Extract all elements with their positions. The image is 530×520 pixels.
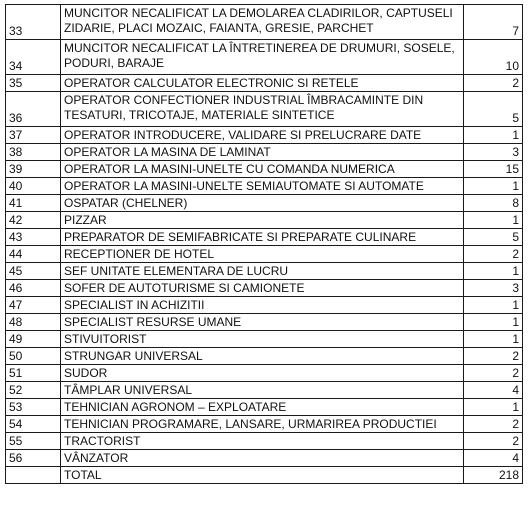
- job-title-cell: TEHNICIAN PROGRAMARE, LANSARE, URMARIREA PRODUCTIEI: [61, 416, 464, 433]
- total-nr-cell: [6, 467, 61, 484]
- job-title-cell: STIVUITORIST: [61, 331, 464, 348]
- job-title-cell: OPERATOR CONFECTIONER INDUSTRIAL ÎMBRACAMINTE DIN TESATURI, TRICOTAJE, MATERIALE SINTETICE: [61, 92, 464, 127]
- table-row: [6, 365, 523, 382]
- row-number-cell: 44: [6, 246, 61, 263]
- vacancy-count-cell: 1: [464, 331, 523, 348]
- row-number-cell: 45: [6, 263, 61, 280]
- vacancy-count-cell: 2: [464, 75, 523, 92]
- table-row: [6, 75, 523, 92]
- table-row: [6, 314, 523, 331]
- job-title-cell: MUNCITOR NECALIFICAT LA DEMOLAREA CLADIRILOR, CAPTUSELI ZIDARIE, PLACI MOZAIC, FAIANTA, GRESIE, PARCHET: [61, 5, 464, 40]
- row-number-cell: 40: [6, 178, 61, 195]
- table-row: [6, 40, 523, 75]
- job-title-cell: OPERATOR INTRODUCERE, VALIDARE SI PRELUCRARE DATE: [61, 127, 464, 144]
- vacancy-count-cell: 5: [464, 229, 523, 246]
- vacancy-count-cell: 1: [464, 178, 523, 195]
- table-row: [6, 416, 523, 433]
- row-number-cell: 49: [6, 331, 61, 348]
- job-title-cell: RECEPTIONER DE HOTEL: [61, 246, 464, 263]
- vacancy-count-cell: 1: [464, 212, 523, 229]
- row-number-cell: 41: [6, 195, 61, 212]
- table-row: [6, 195, 523, 212]
- row-number-cell: 51: [6, 365, 61, 382]
- vacancy-count-cell: 2: [464, 246, 523, 263]
- table-row: [6, 450, 523, 467]
- vacancy-count-cell: 4: [464, 450, 523, 467]
- row-number-cell: 53: [6, 399, 61, 416]
- row-number-cell: 50: [6, 348, 61, 365]
- job-title-cell: OPERATOR LA MASINI-UNELTE CU COMANDA NUMERICA: [61, 161, 464, 178]
- job-title-cell: PIZZAR: [61, 212, 464, 229]
- job-title-cell: SEF UNITATE ELEMENTARA DE LUCRU: [61, 263, 464, 280]
- row-number-cell: 37: [6, 127, 61, 144]
- vacancy-count-cell: 10: [464, 40, 523, 75]
- job-title-cell: SPECIALIST IN ACHIZITII: [61, 297, 464, 314]
- table-row: [6, 246, 523, 263]
- table-row: [6, 331, 523, 348]
- row-number-cell: 56: [6, 450, 61, 467]
- row-number-cell: 33: [6, 5, 61, 40]
- table-row: [6, 144, 523, 161]
- row-number-cell: 55: [6, 433, 61, 450]
- vacancy-count-cell: 5: [464, 92, 523, 127]
- row-number-cell: 48: [6, 314, 61, 331]
- vacancy-count-cell: 3: [464, 280, 523, 297]
- vacancy-count-cell: 1: [464, 314, 523, 331]
- vacancy-count-cell: 8: [464, 195, 523, 212]
- job-title-cell: TÂMPLAR UNIVERSAL: [61, 382, 464, 399]
- job-title-cell: OSPATAR (CHELNER): [61, 195, 464, 212]
- table-row: [6, 263, 523, 280]
- row-number-cell: 35: [6, 75, 61, 92]
- row-number-cell: 39: [6, 161, 61, 178]
- vacancy-count-cell: 1: [464, 127, 523, 144]
- job-vacancy-table: [5, 4, 523, 484]
- table-row: [6, 280, 523, 297]
- vacancy-count-cell: 1: [464, 399, 523, 416]
- job-title-cell: OPERATOR CALCULATOR ELECTRONIC SI RETELE: [61, 75, 464, 92]
- total-row: [6, 467, 523, 484]
- vacancy-count-cell: 2: [464, 348, 523, 365]
- job-title-cell: MUNCITOR NECALIFICAT LA ÎNTRETINEREA DE DRUMURI, SOSELE, PODURI, BARAJE: [61, 40, 464, 75]
- job-title-cell: OPERATOR LA MASINA DE LAMINAT: [61, 144, 464, 161]
- row-number-cell: 34: [6, 40, 61, 75]
- vacancy-count-cell: 7: [464, 5, 523, 40]
- row-number-cell: 43: [6, 229, 61, 246]
- table-row: [6, 382, 523, 399]
- job-title-cell: TRACTORIST: [61, 433, 464, 450]
- row-number-cell: 54: [6, 416, 61, 433]
- job-title-cell: STRUNGAR UNIVERSAL: [61, 348, 464, 365]
- table-row: [6, 178, 523, 195]
- job-title-cell: TEHNICIAN AGRONOM – EXPLOATARE: [61, 399, 464, 416]
- table-row: [6, 297, 523, 314]
- table-body: [6, 5, 523, 467]
- table-row: [6, 229, 523, 246]
- row-number-cell: 46: [6, 280, 61, 297]
- vacancy-count-cell: 4: [464, 382, 523, 399]
- row-number-cell: 52: [6, 382, 61, 399]
- vacancy-count-cell: 2: [464, 365, 523, 382]
- table-row: [6, 348, 523, 365]
- table-row: [6, 127, 523, 144]
- job-title-cell: OPERATOR LA MASINI-UNELTE SEMIAUTOMATE SI AUTOMATE: [61, 178, 464, 195]
- total-count: 218: [464, 467, 523, 484]
- job-title-cell: VÂNZATOR: [61, 450, 464, 467]
- vacancy-count-cell: 2: [464, 416, 523, 433]
- table-row: [6, 212, 523, 229]
- row-number-cell: 38: [6, 144, 61, 161]
- table-row: [6, 399, 523, 416]
- row-number-cell: 42: [6, 212, 61, 229]
- table-row: [6, 433, 523, 450]
- vacancy-count-cell: 2: [464, 433, 523, 450]
- table-row: [6, 5, 523, 40]
- table-row: [6, 161, 523, 178]
- row-number-cell: 36: [6, 92, 61, 127]
- vacancy-count-cell: 3: [464, 144, 523, 161]
- job-title-cell: SOFER DE AUTOTURISME SI CAMIONETE: [61, 280, 464, 297]
- total-label: TOTAL: [61, 467, 464, 484]
- job-title-cell: SPECIALIST RESURSE UMANE: [61, 314, 464, 331]
- vacancy-count-cell: 1: [464, 297, 523, 314]
- table-row: [6, 92, 523, 127]
- job-title-cell: PREPARATOR DE SEMIFABRICATE SI PREPARATE CULINARE: [61, 229, 464, 246]
- job-title-cell: SUDOR: [61, 365, 464, 382]
- vacancy-count-cell: 15: [464, 161, 523, 178]
- vacancy-count-cell: 1: [464, 263, 523, 280]
- row-number-cell: 47: [6, 297, 61, 314]
